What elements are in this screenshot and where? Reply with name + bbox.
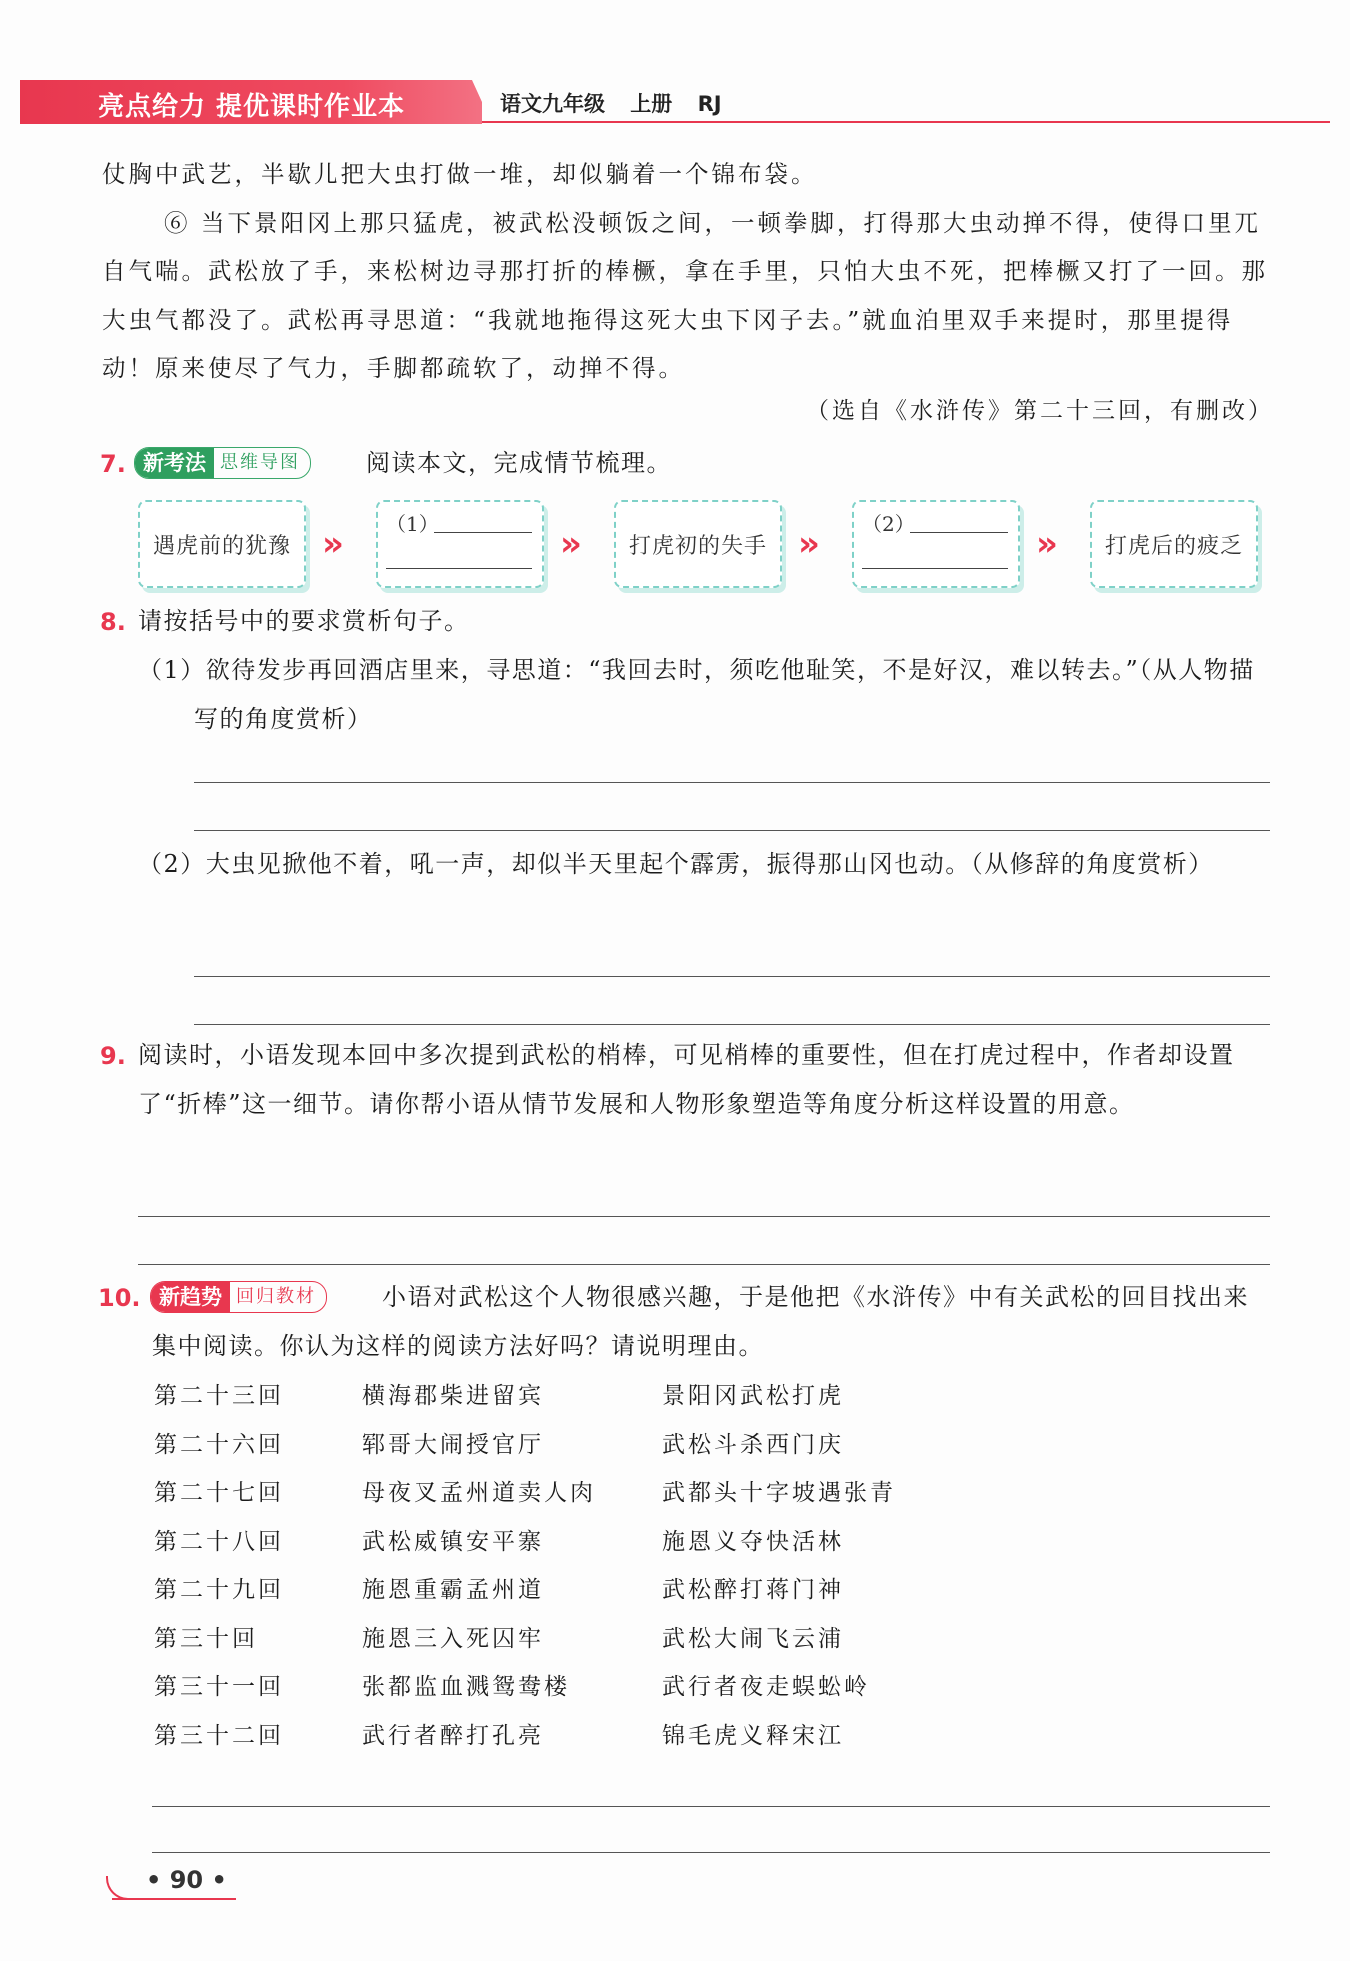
chapter-title-a: 郓哥大闹授官厅 <box>362 1431 544 1458</box>
flow-arrow-icon: » <box>322 524 334 564</box>
answer-line[interactable] <box>194 830 1270 831</box>
q8-sub1: （1）欲待发步再回酒店里来，寻思道：“我回去时，须吃他耻笑，不是好汉，难以转去。”（从人物描写的角度赏析） <box>138 656 1255 733</box>
chapter-number: 第二十九回 <box>154 1577 284 1603</box>
flow-box-1 <box>138 500 306 588</box>
answer-line[interactable] <box>194 1024 1270 1025</box>
page-number: • 90 • <box>146 1866 227 1894</box>
header-title: 亮点给力 提优课时作业本 <box>98 92 406 122</box>
chapter-title-a: 母夜叉孟州道卖人肉 <box>362 1480 596 1506</box>
answer-blank[interactable] <box>434 532 532 533</box>
chapter-title-b: 武行者夜走蜈蚣岭 <box>662 1674 870 1700</box>
chapter-title-b: 武都头十字坡遇张青 <box>662 1480 896 1506</box>
answer-blank[interactable] <box>862 568 1008 569</box>
chapter-title-b: 景阳冈武松打虎 <box>662 1383 844 1409</box>
flow-box-5 <box>1090 500 1258 588</box>
chapter-number: 第二十八回 <box>154 1528 284 1555</box>
passage-source: （选自《水浒传》第二十三回，有删改） <box>806 398 1274 424</box>
q10-number: 10. <box>98 1284 141 1312</box>
passage <box>102 150 1272 393</box>
chapter-number: 第二十七回 <box>154 1480 284 1506</box>
chapter-title-b: 锦毛虎义释宋江 <box>662 1722 844 1749</box>
chapter-title-a: 张都监血溅鸳鸯楼 <box>362 1674 570 1700</box>
header-rule <box>482 121 1330 123</box>
flow-box-4-blank <box>852 500 1020 588</box>
passage-paragraph-6: ⑥ 当下景阳冈上那只猛虎，被武松没顿饭之间，一顿拳脚，打得那大虫动掸不得，使得口里兀自气喘。武松放了手，来松树边寻那打折的棒橛，拿在手里，只怕大虫不死，把棒橛又打了一回。那大虫气都没了。武松再寻思道：“我就地拖得这死大虫下冈子去。”就血泊里双手来提时，那里提得动！原来使尽了气力，手脚都疏软了，动掸不得。 <box>102 208 1268 382</box>
header-subtitle: 语文九年级 上册 RJ <box>500 92 722 116</box>
chapter-title-b: 施恩义夺快活林 <box>662 1528 844 1555</box>
q8-prompt: 请按括号中的要求赏析句子。 <box>138 607 470 635</box>
q8-number: 8. <box>100 608 126 636</box>
answer-blank[interactable] <box>910 532 1008 533</box>
chapter-title-b: 武松斗杀西门庆 <box>662 1431 844 1458</box>
answer-line[interactable] <box>152 1806 1270 1807</box>
flow-arrow-icon: » <box>1036 524 1048 564</box>
chapter-title-a: 武行者醉打孔亮 <box>362 1722 544 1749</box>
flow-box-2-blank <box>376 500 544 588</box>
answer-line[interactable] <box>138 1216 1270 1217</box>
chapter-title-a: 武松威镇安平寨 <box>362 1528 544 1555</box>
answer-line[interactable] <box>194 976 1270 977</box>
chapter-title-b: 武松醉打蒋门神 <box>662 1577 844 1603</box>
q7-tag-sub: 思维导图 <box>220 452 300 473</box>
q8-sub2: （2）大虫见掀他不着，吼一声，却似半天里起个霹雳，振得那山冈也动。（从修辞的角度赏析） <box>138 850 1214 878</box>
chapter-title-a: 施恩三入死囚牢 <box>362 1625 544 1652</box>
chapter-title-b: 武松大闹飞云浦 <box>662 1625 844 1652</box>
page-number-rule <box>112 1898 236 1900</box>
chapter-number: 第三十一回 <box>154 1674 284 1700</box>
q7-number: 7. <box>100 450 126 478</box>
answer-line[interactable] <box>152 1852 1270 1853</box>
q10-tag-sub: 回归教材 <box>236 1286 316 1307</box>
q7-prompt: 阅读本文，完成情节梳理。 <box>366 449 672 477</box>
chapter-number: 第二十六回 <box>154 1431 284 1458</box>
flow-box-1-label: 遇虎前的犹豫 <box>152 534 291 559</box>
q10-prompt: 小语对武松这个人物很感兴趣，于是他把《水浒传》中有关武松的回目找出来集中阅读。你认为这样的阅读方法好吗？请说明理由。 <box>152 1283 1249 1360</box>
answer-line[interactable] <box>194 782 1270 783</box>
answer-blank[interactable] <box>386 568 532 569</box>
q9-prompt: 阅读时，小语发现本回中多次提到武松的梢棒，可见梢棒的重要性，但在打虎过程中，作者却设置了“折棒”这一细节。请你帮小语从情节发展和人物形象塑造等角度分析这样设置的用意。 <box>138 1041 1235 1118</box>
q7-tag-main: 新考法 <box>135 448 214 478</box>
flow-box-2-number: （1） <box>386 512 439 536</box>
flow-arrow-icon: » <box>560 524 572 564</box>
q10-tag-main: 新趋势 <box>151 1282 230 1312</box>
flow-box-3-label: 打虎初的失手 <box>628 534 767 559</box>
flow-box-4-number: （2） <box>862 512 915 536</box>
flow-box-3 <box>614 500 782 588</box>
chapter-title-a: 施恩重霸孟州道 <box>362 1577 544 1603</box>
answer-line[interactable] <box>138 1264 1270 1265</box>
flow-arrow-icon: » <box>798 524 810 564</box>
chapter-number: 第二十三回 <box>154 1383 284 1409</box>
page-header <box>20 80 1330 124</box>
chapter-number: 第三十二回 <box>154 1722 284 1749</box>
q9-number: 9. <box>100 1042 126 1070</box>
passage-continuation: 仗胸中武艺，半歇儿把大虫打做一堆，却似躺着一个锦布袋。 <box>102 160 818 188</box>
chapter-title-a: 横海郡柴进留宾 <box>362 1383 544 1409</box>
chapter-number: 第三十回 <box>154 1625 258 1652</box>
page-number-decoration <box>106 1876 138 1900</box>
flow-box-5-label: 打虎后的疲乏 <box>1104 534 1243 559</box>
q7-tag <box>134 447 311 479</box>
